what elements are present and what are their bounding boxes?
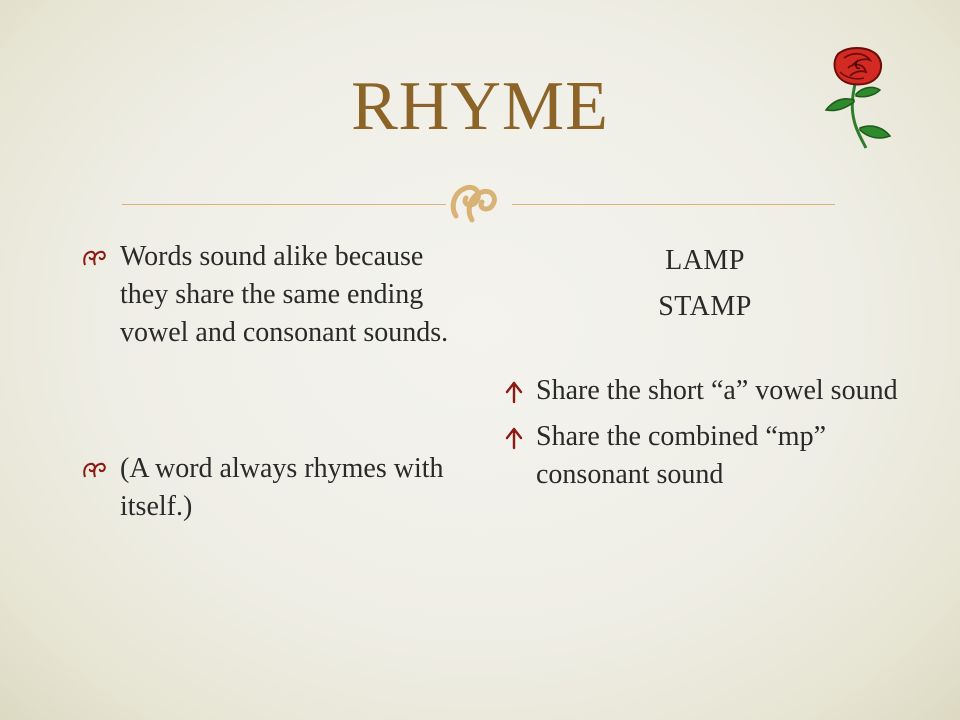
shared-sounds-list	[500, 372, 920, 494]
right-content-column	[500, 238, 920, 502]
up-arrow-icon	[504, 380, 524, 404]
list-item-text: Share the combined “mp” consonant sound	[536, 421, 827, 490]
bullet-item	[80, 450, 470, 526]
example-word: STAMP	[658, 291, 752, 322]
list-item-text: Share the short “a” vowel sound	[536, 375, 898, 406]
bullet-item	[80, 238, 470, 352]
rose-icon	[818, 46, 900, 152]
double-swirl-bullet-icon	[82, 460, 114, 480]
double-swirl-bullet-icon	[82, 248, 114, 268]
list-item	[500, 418, 920, 494]
swirl-ornament-icon	[446, 176, 512, 228]
left-content-column	[80, 238, 470, 526]
up-arrow-icon	[504, 426, 524, 450]
slide-title: RHYME	[351, 68, 609, 145]
list-item	[500, 372, 920, 410]
bullet-text: (A word always rhymes with itself.)	[120, 453, 444, 522]
bullet-text: Words sound alike because they share the same ending vowel and consonant sounds.	[120, 241, 449, 348]
title-divider-left	[122, 204, 446, 205]
title-divider-right	[512, 204, 835, 205]
example-word: LAMP	[665, 245, 745, 276]
